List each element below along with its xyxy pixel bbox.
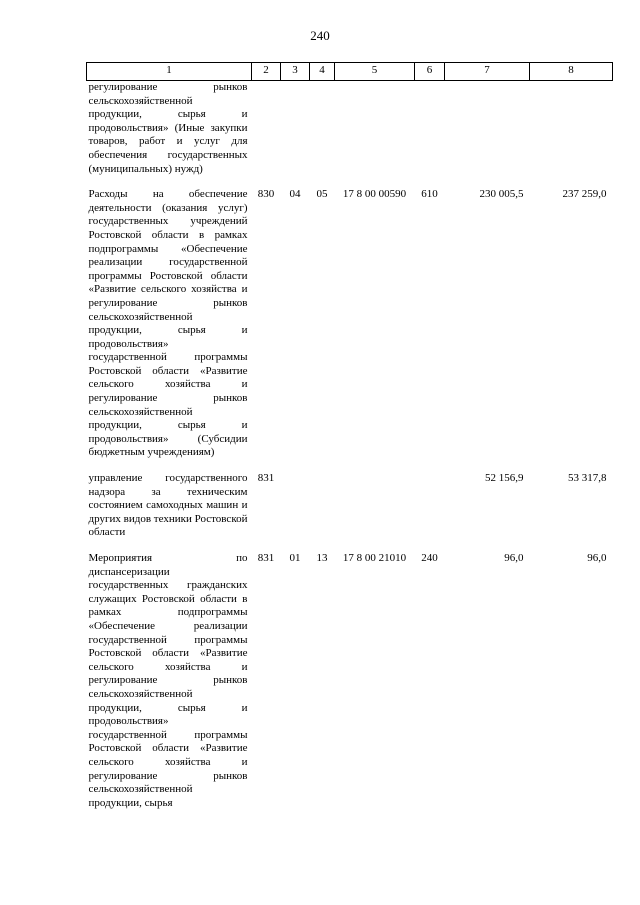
cell-ministry-code: 831 (257, 472, 275, 485)
cell-amount-year-1: 96,0 (504, 552, 524, 564)
cell-subsection (310, 472, 335, 540)
cell-expense-type: 240 (421, 552, 438, 564)
cell-section: 04 (289, 188, 301, 201)
column-header-3: 3 (281, 63, 310, 81)
budget-table (86, 62, 613, 810)
cell-ministry-code: 831 (257, 552, 275, 564)
row-spacer (87, 460, 613, 472)
table-row (87, 472, 613, 540)
cell-amount-year-2: 53 317,8 (568, 472, 607, 485)
row-name: Расходы на обеспечение деятельности (оказания услуг) государственных учреждений Ростовской области в рамках подпрограммы «Обеспечение реализации государственной программы Ростовской области «Развитие сельского хозяйства и регулирование рынков сельскохозяйственной продукции, сырья и продовольствия» государственной программы Ростовской области «Развитие сельского хозяйства и регулирование рынков сельскохозяйственной продукции, сырья и продовольствия» (Субсидии бюджетным учреждениям) (88, 188, 248, 459)
row-name: Мероприятия по диспансеризации государственных гражданских служащих Ростовской области в рамках подпрограммы «Обеспечение реализации государственной программы Ростовской области «Развитие сельского хозяйства и регулирование рынков сельскохозяйственной продукции, сырья и продовольствия» государственной программы Ростовской области «Развитие сельского хозяйства и регулирование рынков сельскохозяйственной продукции, сырья (88, 552, 248, 809)
header-row (87, 63, 613, 81)
cell-target-article: 17 8 00 00590 (342, 188, 407, 201)
cell-amount-year-2 (530, 81, 613, 177)
row-spacer (87, 176, 613, 188)
table-row (87, 552, 613, 810)
cell-subsection: 05 (316, 188, 328, 201)
cell-section (281, 472, 310, 540)
column-header-8: 8 (530, 63, 613, 81)
row-spacer (87, 540, 613, 552)
column-header-2: 2 (252, 63, 281, 81)
table-row (87, 188, 613, 460)
cell-ministry-code: 830 (257, 188, 275, 201)
table-header (87, 63, 613, 81)
column-header-7: 7 (445, 63, 530, 81)
column-header-1: 1 (87, 63, 252, 81)
cell-subsection (310, 81, 335, 177)
cell-subsection: 13 (316, 552, 328, 564)
column-header-4: 4 (310, 63, 335, 81)
cell-amount-year-2: 96,0 (587, 552, 607, 564)
cell-target-article (335, 81, 415, 177)
table-body (87, 81, 613, 811)
page-number: 240 (310, 28, 330, 43)
cell-amount-year-1: 230 005,5 (479, 188, 524, 201)
cell-target-article: 17 8 00 21010 (342, 552, 407, 564)
cell-section (281, 81, 310, 177)
column-header-6: 6 (415, 63, 445, 81)
column-header-5: 5 (335, 63, 415, 81)
cell-expense-type: 610 (421, 188, 438, 201)
cell-amount-year-2: 237 259,0 (562, 188, 607, 201)
cell-section: 01 (289, 552, 301, 564)
row-name: регулирование рынков сельскохозяйственной продукции, сырья и продовольствия» (Иные закупки товаров, работ и услуг для обеспечения государственных (муниципальных) нужд) (88, 81, 248, 175)
row-name: управление государственного надзора за техническим состоянием самоходных машин и других видов техники Ростовской области (88, 472, 248, 539)
cell-amount-year-1: 52 156,9 (485, 472, 524, 485)
cell-target-article (335, 472, 415, 540)
cell-ministry-code (252, 81, 281, 177)
cell-expense-type (415, 472, 445, 540)
table-row (87, 81, 613, 177)
cell-expense-type (415, 81, 445, 177)
cell-amount-year-1 (445, 81, 530, 177)
